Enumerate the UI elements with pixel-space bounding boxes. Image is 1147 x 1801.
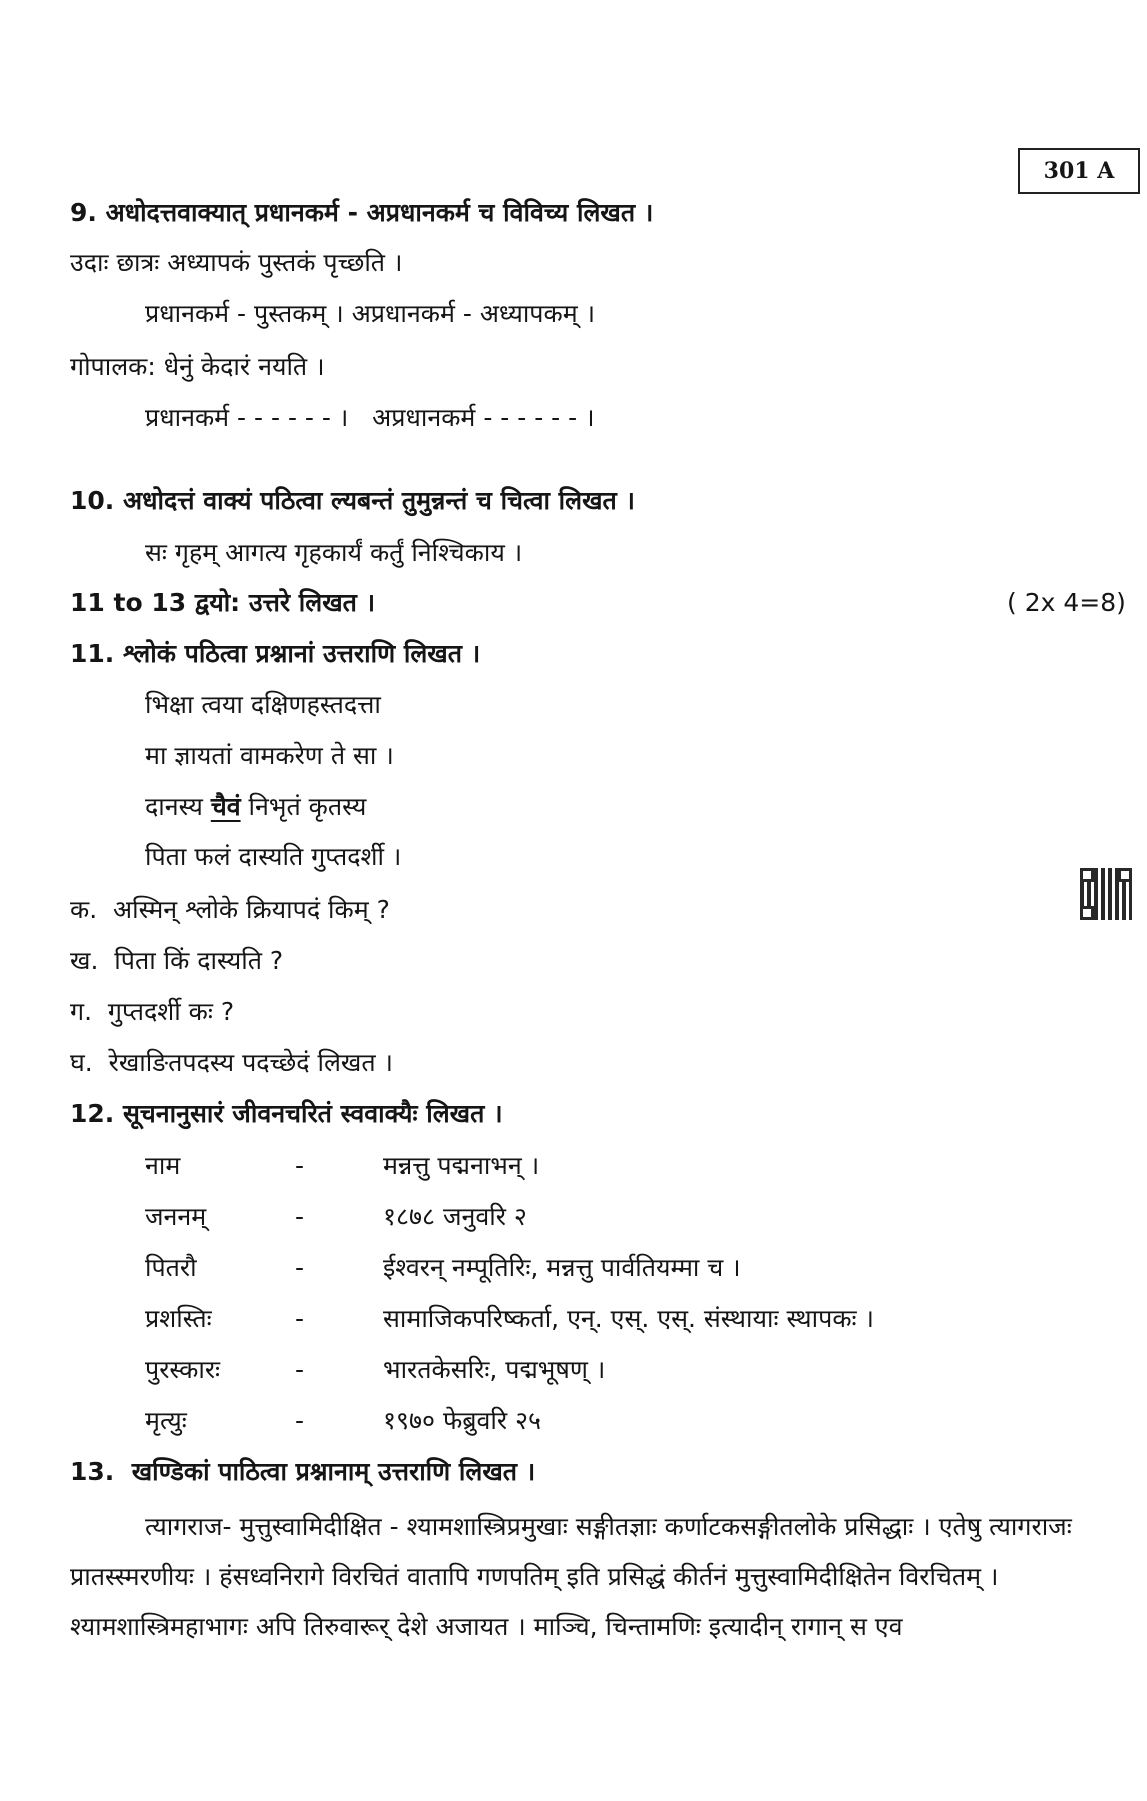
paper-code: 301 A <box>1043 158 1115 184</box>
q11-verse-line-4: पिता फलं दास्यति गुप्तदर्शी । <box>145 842 402 871</box>
q9-example: उदाः छात्रः अध्यापकं पुस्तकं पृच्छति । <box>70 248 403 277</box>
bio-value: सामाजिकपरिष्कर्ता, एन्. एस्. एस्. संस्थायाः स्थापकः । <box>383 1304 874 1333</box>
q11-title: 11. श्लोकं पठित्वा प्रश्नानां उत्तराणि लिखत । <box>70 639 481 668</box>
bio-label: मृत्युः <box>145 1406 187 1435</box>
verse3-after: निभृतं कृतस्य <box>240 792 367 821</box>
q13-passage: त्यागराज- मुत्तुस्वामिदीक्षित - श्यामशास्त्रिप्रमुखाः सङ्गीतज्ञाः कर्णाटकसङ्गीतलोके प्रसिद्धाः । एतेषु त्यागराजः प्रातस्स्मरणीयः । हंसध्वनिरागे विरचितं वातापि गणपतिम् इति प्रसिद्धं कीर्तनं मुत्तुस्वामिदीक्षितेन विरचितम् । श्यामशास्त्रिमहाभागः अपि तिरुवारूर् देशे अजायत । माञ्चि, चिन्तामणिः इत्यादीन् रागान् स एव <box>70 1512 1072 1641</box>
bio-dash: - <box>295 1355 305 1384</box>
q11-question-ka: क. अस्मिन् श्लोके क्रियापदं किम् ? <box>70 895 390 924</box>
bio-dash: - <box>295 1151 305 1180</box>
bio-value: १८७८ जनुवरि २ <box>383 1202 527 1231</box>
q10-sentence: सः गृहम् आगत्य गृहकार्यं कर्तुं निश्चिकाय । <box>145 538 523 567</box>
bio-value: मन्नत्तु पद्मनाभन् । <box>383 1151 540 1180</box>
q11-verse-line-2: मा ज्ञायतां वामकरेण ते सा । <box>145 741 394 770</box>
section-instruction: 11 to 13 द्वयो: उत्तरे लिखत । <box>70 588 376 617</box>
bio-label: नाम <box>145 1151 181 1180</box>
bio-value: १९७० फेब्रुवरि २५ <box>383 1406 542 1435</box>
bio-label: जननम् <box>145 1202 207 1231</box>
bio-value: भारतकेसरिः, पद्मभूषण् । <box>383 1355 606 1384</box>
q13-title: 13. खण्डिकां पाठित्वा प्रश्नानाम् उत्तराणि लिखत । <box>70 1457 536 1486</box>
bio-dash: - <box>295 1304 305 1333</box>
bio-row <box>145 1251 741 1285</box>
bio-value: ईश्वरन् नम्पूतिरिः, मन्नत्तु पार्वतियम्मा च । <box>383 1253 741 1282</box>
bio-dash: - <box>295 1406 305 1435</box>
q9-blank-answer: प्रधानकर्म - - - - - - । अप्रधानकर्म - - - - - - । <box>145 403 595 432</box>
underlined-word: चैवं <box>210 792 241 821</box>
verse3-before: दानस्य <box>145 792 211 821</box>
bio-row <box>145 1149 539 1183</box>
bio-dash: - <box>295 1253 305 1282</box>
q11-verse-line-1: भिक्षा त्वया दक्षिणहस्तदत्ता <box>145 690 381 719</box>
bio-label: पितरौ <box>145 1253 197 1282</box>
bio-label: पुरस्कारः <box>145 1355 221 1384</box>
bio-label: प्रशस्तिः <box>145 1304 212 1333</box>
q9-example-answer: प्रधानकर्म - पुस्तकम् । अप्रधानकर्म - अध्यापकम् । <box>145 299 596 328</box>
section-marks: ( 2x 4=8) <box>1007 588 1126 617</box>
bio-dash: - <box>295 1202 305 1231</box>
q11-question-kha: ख. पिता किं दास्यति ? <box>70 946 284 975</box>
q11-verse-line-3 <box>145 790 366 824</box>
q10-title: 10. अधोदत्तं वाक्यं पठित्वा ल्यबन्तं तुमुन्नन्तं च चित्वा लिखत । <box>70 486 635 515</box>
bio-row <box>145 1302 874 1336</box>
q11-question-gha: घ. रेखाङितपदस्य पदच्छेदं लिखत । <box>70 1048 394 1077</box>
paper-code-box <box>1018 148 1140 194</box>
q9-sentence: गोपालक: धेनुं केदारं नयति । <box>70 352 325 381</box>
q12-title: 12. सूचनानुसारं जीवनचरितं स्ववाक्यैः लिखत । <box>70 1099 503 1128</box>
qr-code-icon <box>1080 868 1132 920</box>
q9-title: 9. अधोदत्तवाक्यात् प्रधानकर्म - अप्रधानकर्म च विविच्य लिखत । <box>70 198 654 227</box>
bio-row <box>145 1404 541 1438</box>
bio-row <box>145 1353 605 1387</box>
q11-question-ga: ग. गुप्तदर्शी कः ? <box>70 997 235 1026</box>
bio-row <box>145 1200 527 1234</box>
